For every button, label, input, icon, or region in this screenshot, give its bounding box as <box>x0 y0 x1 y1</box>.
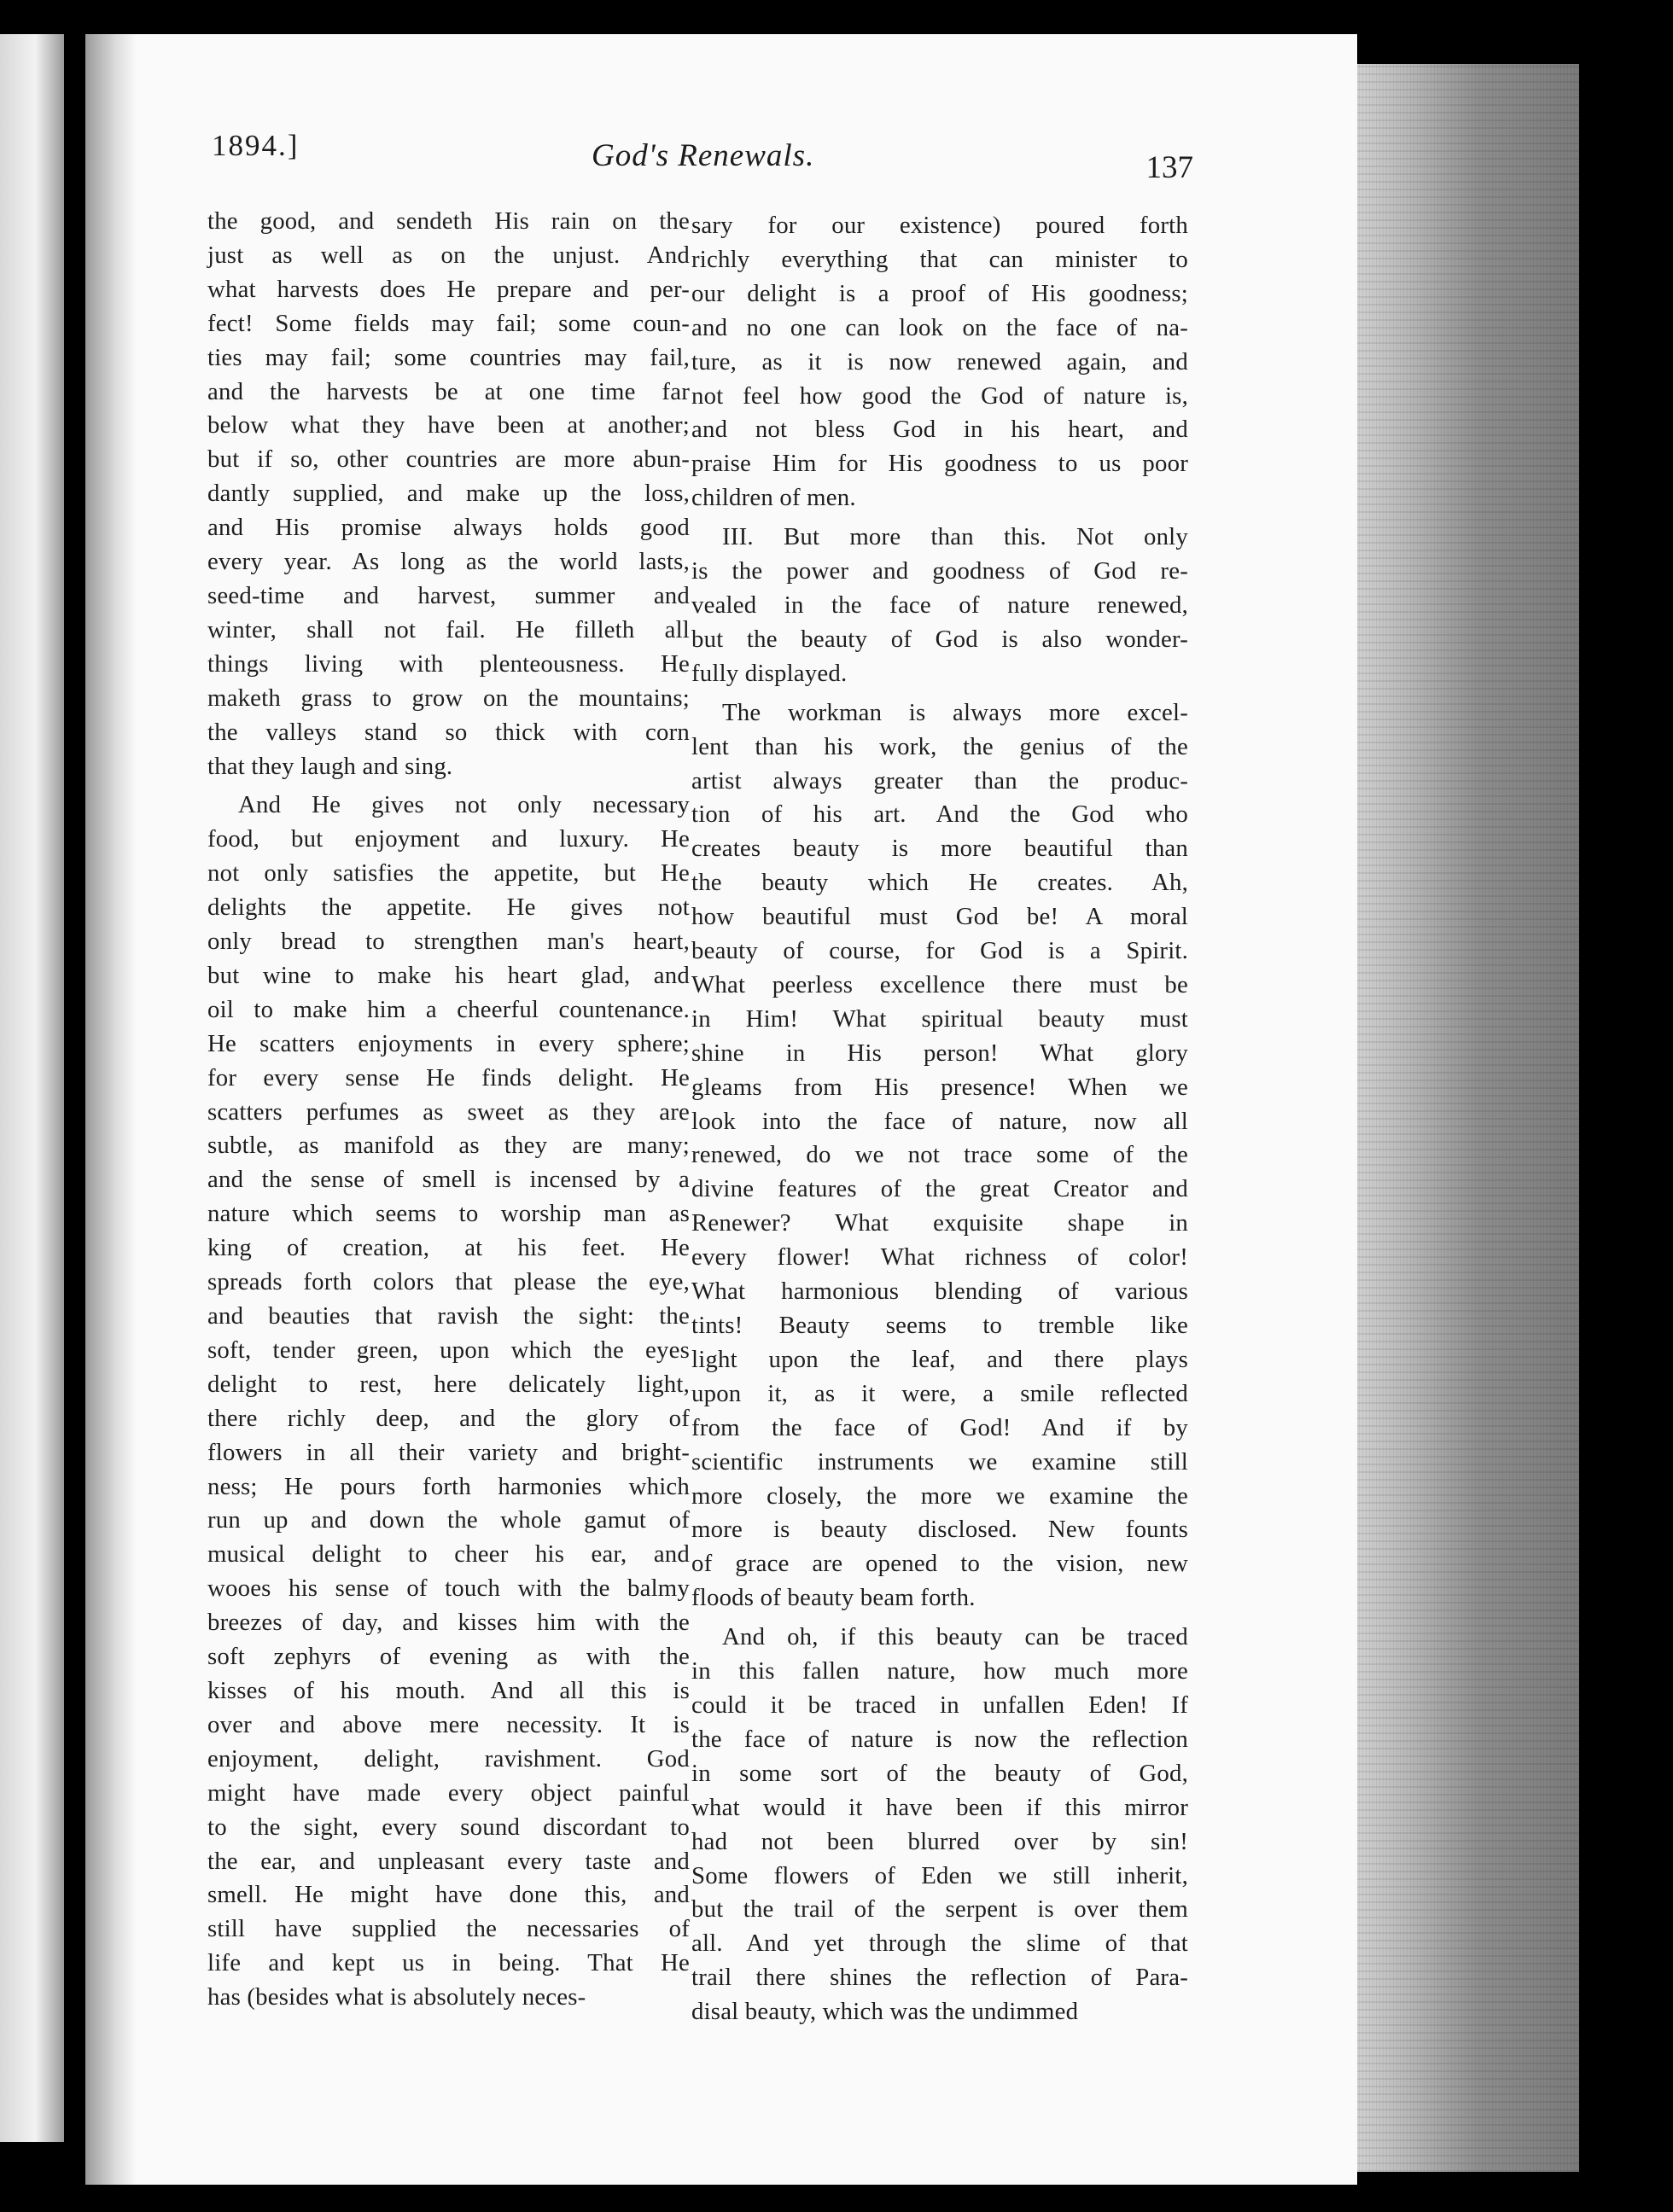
text-line: The workman is always more excel- <box>722 698 1188 726</box>
text-line: soft zephyrs of evening as with the <box>207 1643 690 1671</box>
text-line: ture, as it is now renewed again, and <box>691 347 1188 375</box>
text-line: to the sight, every sound discordant to <box>207 1813 690 1841</box>
text-line: what harvests does He prepare and per- <box>207 275 690 303</box>
text-line: life and kept us in being. That He <box>207 1949 690 1977</box>
text-line: enjoyment, delight, ravishment. God <box>207 1744 690 1773</box>
text-line: that they laugh and sing. <box>207 752 453 780</box>
text-line: king of creation, at his feet. He <box>207 1234 690 1262</box>
text-line: had not been blurred over by sin! <box>691 1827 1188 1855</box>
text-line: flowers in all their variety and bright- <box>207 1438 690 1466</box>
text-line: all. And yet through the slime of that <box>691 1930 1188 1958</box>
paragraph <box>207 205 690 783</box>
text-line: in some sort of the beauty of God, <box>691 1759 1188 1787</box>
text-line: Some flowers of Eden we still inherit, <box>691 1861 1188 1889</box>
text-line: divine features of the great Creator and <box>691 1175 1188 1203</box>
text-line: richly everything that can minister to <box>691 245 1188 273</box>
text-line: What harmonious blending of various <box>691 1278 1188 1306</box>
text-line: scientific instruments we examine still <box>691 1447 1188 1476</box>
gutter-shadow <box>85 34 137 2185</box>
text-line: upon it, as it were, a smile reflected <box>691 1379 1188 1407</box>
text-line: from the face of God! And if by <box>691 1413 1188 1441</box>
text-line: the ear, and unpleasant every taste and <box>207 1847 690 1875</box>
text-line: only bread to strengthen man's heart, <box>207 928 690 956</box>
text-line: more is beauty disclosed. New founts <box>691 1516 1188 1544</box>
text-line: gleams from His presence! When we <box>691 1073 1188 1101</box>
text-line: and His promise always holds good <box>207 514 690 542</box>
text-line: nature which seems to worship man as <box>207 1200 690 1228</box>
paragraph <box>207 789 690 2015</box>
text-line: food, but enjoyment and luxury. He <box>207 825 690 853</box>
text-line: things living with plenteousness. He <box>207 649 690 678</box>
text-line: scatters perfumes as sweet as they are <box>207 1097 690 1126</box>
text-line: for every sense He finds delight. He <box>207 1063 690 1091</box>
text-line: lent than his work, the genius of the <box>691 732 1188 760</box>
text-line: look into the face of nature, now all <box>691 1107 1188 1135</box>
text-line: of grace are opened to the vision, new <box>691 1550 1188 1578</box>
text-line: oil to make him a cheerful countenance. <box>207 995 690 1023</box>
text-line: soft, tender green, upon which the eyes <box>207 1336 690 1364</box>
text-line: Renewer? What exquisite shape in <box>691 1209 1188 1237</box>
paragraph <box>691 521 1188 691</box>
text-line: in this fallen nature, how much more <box>691 1657 1188 1685</box>
text-line: What peerless excellence there must be <box>691 970 1188 998</box>
text-line: the face of nature is now the reflection <box>691 1725 1188 1753</box>
text-line: trail there shines the reflection of Para- <box>691 1964 1188 1992</box>
text-line: creates beauty is more beautiful than <box>691 835 1188 863</box>
text-line: still have supplied the necessaries of <box>207 1915 690 1943</box>
text-line: renewed, do we not trace some of the <box>691 1141 1188 1169</box>
text-line: tion of his art. And the God who <box>691 800 1188 829</box>
text-line: beauty of course, for God is a Spirit. <box>691 937 1188 965</box>
text-line: artist always greater than the produc- <box>691 766 1188 795</box>
text-line: winter, shall not fail. He filleth all <box>207 615 690 643</box>
text-line: breezes of day, and kisses him with the <box>207 1609 690 1637</box>
paragraph <box>691 1621 1188 2029</box>
text-line: might have made every object painful <box>207 1778 690 1807</box>
left-text-column <box>207 205 690 2020</box>
text-line: but wine to make his heart glad, and <box>207 961 690 989</box>
text-line: musical delight to cheer his ear, and <box>207 1540 690 1569</box>
text-line: delight to rest, here delicately light, <box>207 1370 690 1398</box>
text-line: more closely, the more we examine the <box>691 1481 1188 1510</box>
text-line: what would it have been if this mirror <box>691 1793 1188 1821</box>
running-head <box>212 124 1210 185</box>
text-line: but if so, other countries are more abun- <box>207 445 690 474</box>
text-line: shine in His person! What glory <box>691 1039 1188 1067</box>
text-line: and the sense of smell is incensed by a <box>207 1166 690 1194</box>
text-line: and not bless God in his heart, and <box>691 416 1188 444</box>
text-line: sary for our existence) poured forth <box>691 212 1188 239</box>
left-page-edge <box>0 34 64 2142</box>
text-line: but the trail of the serpent is over them <box>691 1895 1188 1924</box>
text-line: fect! Some fields may fail; some coun- <box>207 309 690 337</box>
text-line: floods of beauty beam forth. <box>691 1584 976 1612</box>
text-line: and beauties that ravish the sight: the <box>207 1302 690 1330</box>
text-line: could it be traced in unfallen Eden! If <box>691 1691 1188 1719</box>
text-line: III. But more than this. Not only <box>722 523 1188 551</box>
text-line: there richly deep, and the glory of <box>207 1404 690 1432</box>
text-line: but the beauty of God is also wonder- <box>691 625 1188 653</box>
text-line: smell. He might have done this, and <box>207 1881 690 1909</box>
text-line: children of men. <box>691 484 856 512</box>
text-line: run up and down the whole gamut of <box>207 1506 690 1534</box>
text-line: below what they have been at another; <box>207 411 690 439</box>
page-number: 137 <box>1145 150 1193 185</box>
text-line: fully displayed. <box>691 659 848 687</box>
text-line: subtle, as manifold as they are many; <box>207 1132 690 1160</box>
text-line: tints! Beauty seems to tremble like <box>691 1312 1188 1339</box>
text-line: And He gives not only necessary <box>238 791 690 819</box>
text-line: kisses of his mouth. And all this is <box>207 1676 690 1704</box>
text-line: and no one can look on the face of na- <box>691 313 1188 341</box>
text-line: He scatters enjoyments in every sphere; <box>207 1029 690 1057</box>
text-line: our delight is a proof of His goodness; <box>691 279 1188 307</box>
text-line: wooes his sense of touch with the balmy <box>207 1575 690 1603</box>
text-line: just as well as on the unjust. And <box>207 241 690 269</box>
page-edges <box>1332 64 1579 2172</box>
right-text-column <box>691 209 1188 2034</box>
text-line: the good, and sendeth His rain on the <box>207 207 690 235</box>
text-line: every flower! What richness of color! <box>691 1243 1188 1272</box>
text-line: vealed in the face of nature renewed, <box>691 591 1188 619</box>
text-line: spreads forth colors that please the eye, <box>207 1268 690 1296</box>
paragraph <box>691 209 1188 515</box>
text-line: in Him! What spiritual beauty must <box>691 1004 1188 1033</box>
text-line: is the power and goodness of God re- <box>691 557 1188 585</box>
text-line: ties may fail; some countries may fail, <box>207 343 690 371</box>
running-head-title: God's Renewals. <box>592 138 815 173</box>
paragraph <box>691 696 1188 1615</box>
text-line: ness; He pours forth harmonies which <box>207 1472 690 1500</box>
text-line: light upon the leaf, and there plays <box>691 1345 1188 1373</box>
text-line: over and above mere necessity. It is <box>207 1710 690 1738</box>
text-line: dantly supplied, and make up the loss, <box>207 480 690 508</box>
text-line: disal beauty, which was the undimmed <box>691 1998 1079 2026</box>
text-line: and the harvests be at one time far <box>207 377 690 405</box>
text-line: seed-time and harvest, summer and <box>207 581 690 609</box>
text-line: delights the appetite. He gives not <box>207 894 690 922</box>
running-head-year: 1894.] <box>212 129 300 162</box>
text-line: has (besides what is absolutely neces- <box>207 1983 586 2011</box>
text-line: maketh grass to grow on the mountains; <box>207 684 690 712</box>
text-line: every year. As long as the world lasts, <box>207 548 690 576</box>
text-line: the beauty which He creates. Ah, <box>691 869 1188 897</box>
text-line: not only satisfies the appetite, but He <box>207 859 690 888</box>
text-line: not feel how good the God of nature is, <box>691 381 1188 410</box>
text-line: And oh, if this beauty can be traced <box>722 1623 1188 1651</box>
text-line: how beautiful must God be! A moral <box>691 903 1188 931</box>
text-line: praise Him for His goodness to us poor <box>691 450 1188 478</box>
text-line: the valleys stand so thick with corn <box>207 718 690 746</box>
